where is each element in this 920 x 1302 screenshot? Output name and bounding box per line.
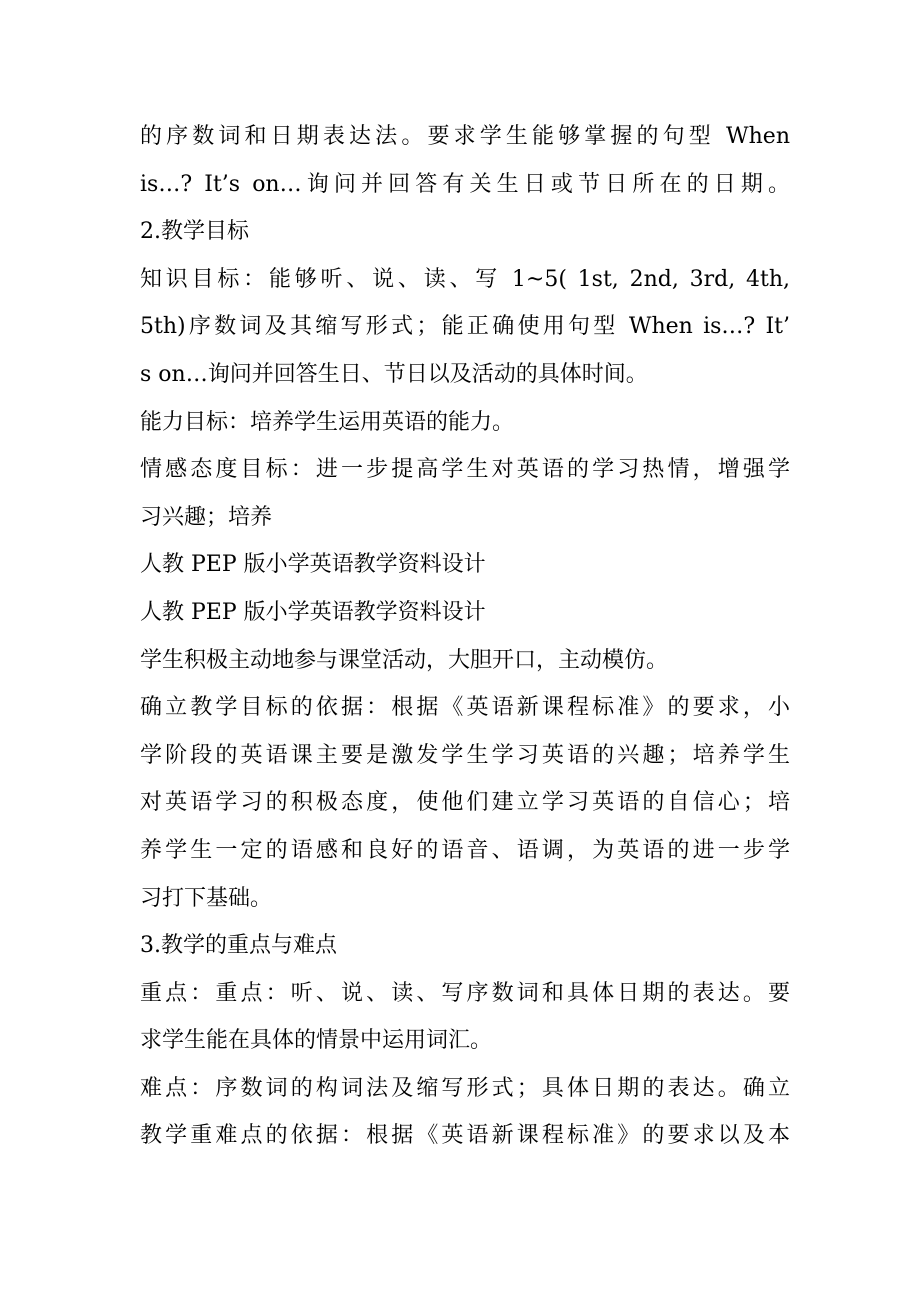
document-body [140,113,790,1160]
text-line: 能力目标：培养学生运用英语的能力。 [140,409,515,435]
text-line: 难点：序数词的构词法及缩写形式；具体日期的表达。确立 [140,1075,790,1101]
text-line: 情感态度目标：进一步提高学生对英语的学习热情，增强学 [140,457,790,483]
text-line: 对英语学习的积极态度，使他们建立学习英语的自信心；培 [140,790,790,816]
section-heading: 3.教学的重点与难点 [140,933,337,959]
text-line: 重点：重点：听、说、读、写序数词和具体日期的表达。要 [140,980,790,1006]
text-line: 养学生一定的语感和良好的语音、语调，为英语的进一步学 [140,837,790,863]
text-line: s on…询问并回答生日、节日以及活动的具体时间。 [140,361,648,387]
text-line: 求学生能在具体的情景中运用词汇。 [140,1028,493,1054]
text-line: 人教 PEP 版小学英语教学资料设计 [140,599,486,625]
section-heading: 2.教学目标 [140,219,249,245]
text-line: 确立教学目标的依据：根据《英语新课程标准》的要求，小 [140,695,790,721]
text-line: 人教 PEP 版小学英语教学资料设计 [140,552,486,578]
text-line: 的序数词和日期表达法。要求学生能够掌握的句型 When [140,124,790,149]
text-line: 学阶段的英语课主要是激发学生学习英语的兴趣；培养学生 [140,742,790,768]
text-line: 学生积极主动地参与课堂活动，大胆开口，主动模仿。 [140,647,669,673]
text-line: 习兴趣；培养 [140,504,273,530]
text-line: 教学重难点的依据：根据《英语新课程标准》的要求以及本 [140,1123,790,1149]
text-line: 习打下基础。 [140,885,273,911]
text-line: 知识目标：能够听、说、读、写 1~5( 1st, 2nd, 3rd, 4th, [140,266,790,292]
text-line: is…? It’s on…询问并回答有关生日或节日所在的日期。 [140,171,790,197]
text-line: 5th)序数词及其缩写形式；能正确使用句型 When is…? It’ [140,314,790,340]
